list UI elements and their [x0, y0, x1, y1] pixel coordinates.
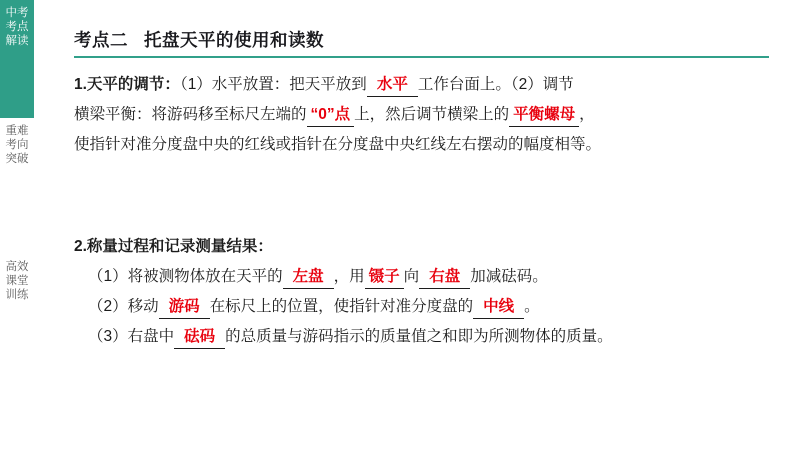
sidebar-item-exam-analysis-label: 中考考点解读: [5, 7, 29, 47]
section-2-text-5: （2）移动: [88, 298, 159, 315]
page-title-text: 托盘天平的使用和读数: [144, 30, 324, 50]
kaodian-label: 考点二: [74, 30, 128, 50]
section-1-heading: 1.天平的调节：: [74, 76, 180, 93]
section-2-text-2: ，用: [333, 268, 365, 285]
section-2-item-3: [74, 322, 774, 352]
section-2-text-1: （1）将被测物体放在天平的: [88, 268, 283, 285]
blank-center-line: 中线: [473, 297, 524, 319]
side-tab-strip: [0, 0, 34, 450]
blank-water-level: 水平: [367, 75, 418, 97]
section-2-heading: 2.称量过程和记录测量结果：: [74, 238, 273, 255]
section-1-text-3: 横梁平衡：将游码移至标尺左端的: [74, 106, 307, 123]
section-1-text-2: 工作台面上。（2）调节: [417, 76, 574, 93]
section-1-text-1: （1）水平放置：把天平放到: [179, 76, 367, 93]
blank-rider: 游码: [159, 297, 210, 319]
section-2-text-7: 。: [524, 298, 540, 315]
section-1-line-1: [74, 70, 774, 100]
slide-content: [60, 0, 788, 450]
section-2-item-1: [74, 262, 774, 292]
section-2-item-2: [74, 292, 774, 322]
section-2-text-3: 向: [403, 268, 420, 285]
section-1-line-3: 使指针对准分度盘中央的红线或指针在分度盘中央红线左右摆动的幅度相等。: [74, 136, 602, 153]
section-2-text-4: 加减砝码。: [470, 268, 548, 285]
blank-right-pan: 右盘: [419, 267, 470, 289]
title-divider: [74, 56, 769, 58]
sidebar-item-efficient-training-label: 高效课堂训练: [5, 261, 29, 301]
section-2-text-6: 在标尺上的位置，使指针对准分度盘的: [209, 298, 474, 315]
page-title: [74, 27, 324, 52]
section-1: [74, 70, 774, 160]
section-2: [74, 232, 774, 352]
blank-left-pan: 左盘: [283, 267, 334, 289]
section-1-text-5: ，: [579, 106, 595, 123]
blank-zero-point: “0”点: [307, 105, 355, 127]
blank-weights: 砝码: [174, 327, 225, 349]
blank-balance-nut: 平衡螺母: [509, 105, 579, 127]
section-2-text-8: （3）右盘中: [88, 328, 175, 345]
sidebar-item-efficient-training[interactable]: [0, 254, 34, 404]
sidebar-item-key-difficult-label: 重难考向突破: [5, 125, 29, 165]
blank-tweezers: 镊子: [365, 267, 404, 289]
section-1-text-4: 上，然后调节横梁上的: [354, 106, 510, 123]
section-1-line-2: [74, 100, 774, 130]
sidebar-item-exam-analysis[interactable]: [0, 0, 34, 118]
section-2-text-9: 的总质量与游码指示的质量值之和即为所测物体的质量。: [225, 328, 613, 345]
sidebar-item-key-difficult[interactable]: [0, 118, 34, 254]
